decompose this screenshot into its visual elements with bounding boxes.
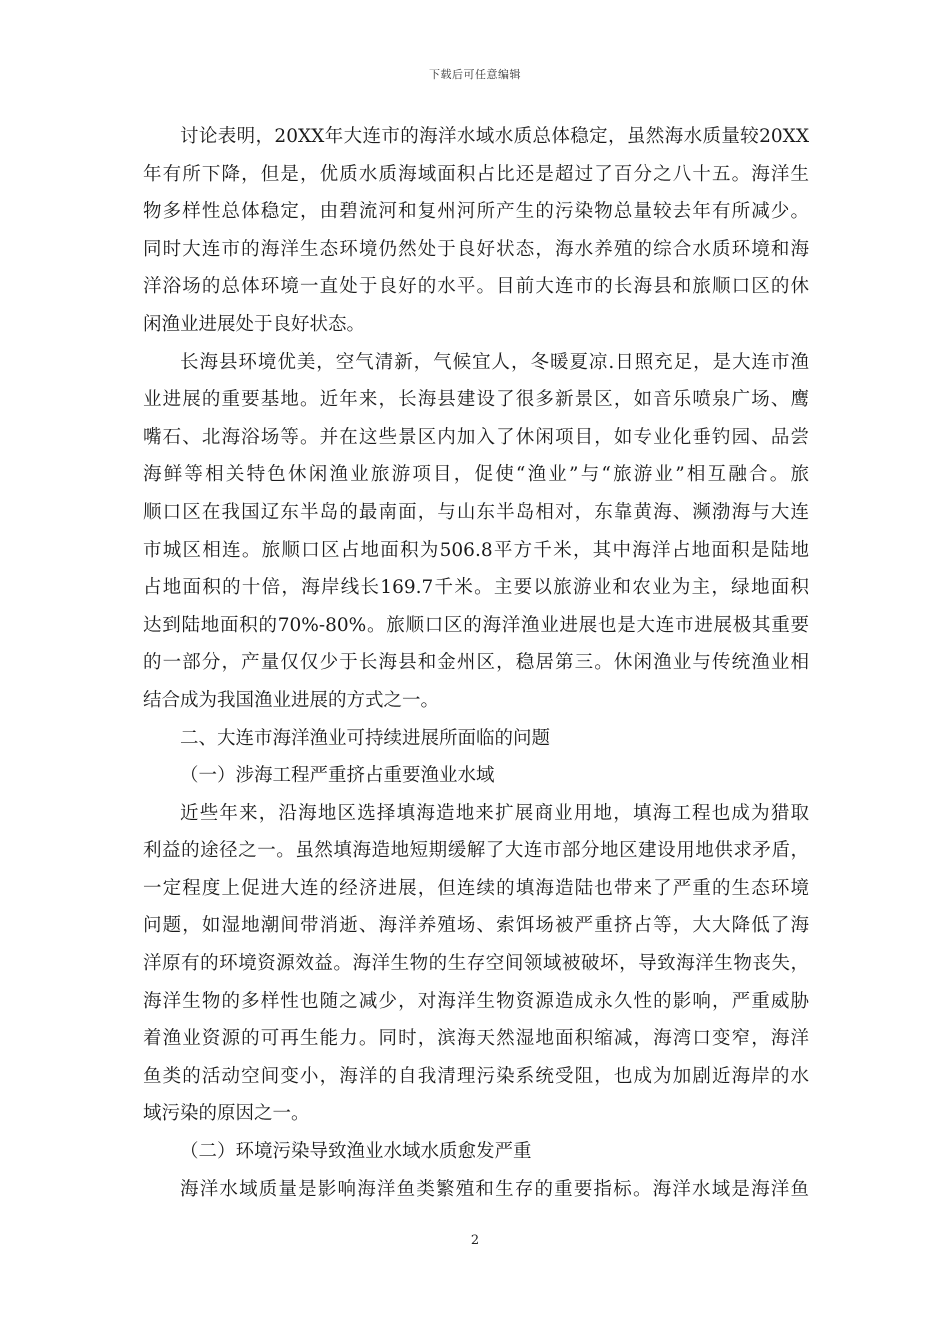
text-line: 鱼类的活动空间变小，海洋的自我清理污染系统受阻，也成为加剧近海岸的水 xyxy=(143,1065,809,1087)
text-line: 一定程度上促进大连的经济进展，但连续的填海造陆也带来了严重的生态环境 xyxy=(143,877,809,899)
text-line: 海洋水域质量是影响海洋鱼类繁殖和生存的重要指标。海洋水域是海洋鱼 xyxy=(180,1178,809,1200)
text-line: 洋浴场的总体环境一直处于良好的水平。目前大连市的长海县和旅顺口区的休 xyxy=(143,276,809,298)
text-line: 嘴石、北海浴场等。并在这些景区内加入了休闲项目，如专业化垂钓园、品尝 xyxy=(143,426,809,448)
text-line: 海洋生物的多样性也随之减少，对海洋生物资源造成永久性的影响，严重威胁 xyxy=(143,990,809,1012)
text-line: 域污染的原因之一。 xyxy=(143,1103,310,1125)
text-line: 着渔业资源的可再生能力。同时，滨海天然湿地面积缩减，海湾口变窄，海洋 xyxy=(143,1028,809,1050)
text-line: 问题，如湿地潮间带消逝、海洋养殖场、索饵场被严重挤占等，大大降低了海 xyxy=(143,915,809,937)
section-heading: 二、大连市海洋渔业可持续进展所面临的问题 xyxy=(180,727,551,749)
text-line: 利益的途径之一。虽然填海造地短期缓解了大连市部分地区建设用地供求矛盾， xyxy=(143,840,809,862)
text-line: 洋原有的环境资源效益。海洋生物的生存空间领域被破坏，导致海洋生物丧失， xyxy=(143,953,809,975)
text-line: 顺口区在我国辽东半岛的最南面，与山东半岛相对，东靠黄海、濒渤海与大连 xyxy=(143,501,809,523)
text-line: 结合成为我国渔业进展的方式之一。 xyxy=(143,689,440,711)
subsection-heading: （二）环境污染导致渔业水域水质愈发严重 xyxy=(180,1141,532,1163)
text-line: 近些年来，沿海地区选择填海造地来扩展商业用地，填海工程也成为猎取 xyxy=(180,802,809,824)
text-line: 同时大连市的海洋生态环境仍然处于良好状态，海水养殖的综合水质环境和海 xyxy=(143,238,809,260)
text-line: 讨论表明，20XX年大连市的海洋水域水质总体稳定，虽然海水质量较20XX xyxy=(180,126,809,147)
document-body xyxy=(143,118,809,1208)
text-line: 达到陆地面积的70%-80%。旅顺口区的海洋渔业进展也是大连市进展极其重要 xyxy=(143,614,809,636)
text-line: 闲渔业进展处于良好状态。 xyxy=(143,313,366,335)
text-line: 的一部分，产量仅仅少于长海县和金州区，稳居第三。休闲渔业与传统渔业相 xyxy=(143,652,809,674)
text-line: 占地面积的十倍，海岸线长169.7千米。主要以旅游业和农业为主，绿地面积 xyxy=(143,577,809,599)
text-line: 长海县环境优美，空气清新，气候宜人，冬暖夏凉.日照充足，是大连市渔 xyxy=(180,351,809,373)
text-line: 年有所下降，但是，优质水质海域面积占比还是超过了百分之八十五。海洋生 xyxy=(143,163,809,185)
text-line: 业进展的重要基地。近年来，长海县建设了很多新景区，如音乐喷泉广场、鹰 xyxy=(143,389,809,411)
page-number: 2 xyxy=(470,1233,480,1248)
text-line: 市城区相连。旅顺口区占地面积为506.8平方千米，其中海洋占地面积是陆地 xyxy=(143,539,809,561)
text-line: 物多样性总体稳定，由碧流河和复州河所产生的污染物总量较去年有所减少。 xyxy=(143,201,809,223)
page-header: 下载后可任意编辑 xyxy=(429,68,521,81)
text-line: 海鲜等相关特色休闲渔业旅游项目，促使“渔业”与“旅游业”相互融合。旅 xyxy=(143,464,809,486)
subsection-heading: （一）涉海工程严重挤占重要渔业水域 xyxy=(180,765,495,787)
